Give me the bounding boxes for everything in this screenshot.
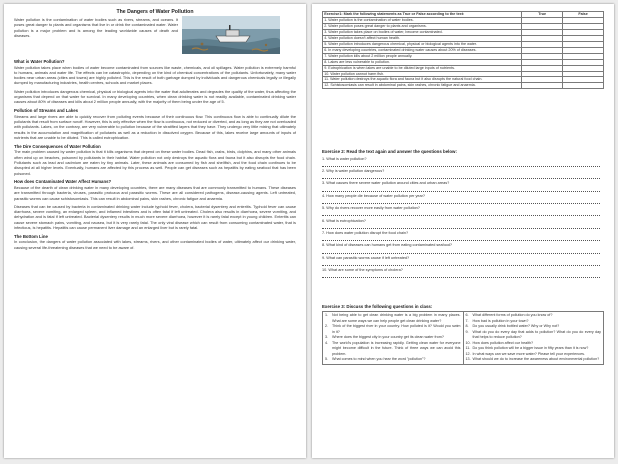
answer-line[interactable]	[322, 248, 600, 253]
page-title: The Dangers of Water Pollution	[116, 9, 194, 15]
true-false-table	[322, 11, 604, 89]
statement-cell: 9. Eutrophication is when lakes are unable to be diluted large inputs of nutrients.	[323, 65, 522, 71]
statement-cell: 5. Water pollution introduces dangerous chemical, physical or biological agents into the water.	[323, 41, 522, 47]
section-heading: What is Water Pollution?	[14, 59, 65, 64]
section-paragraph: In conclusion, the dangers of water pollution associated with lakes, streams, rivers, and other contaminated bodies of water, ultimately affect our drinking water, causing several life-threatening diseases that we need to be aware of.	[14, 239, 296, 250]
question: 9. What can parasitic worms cause if left untreated?	[322, 255, 410, 260]
polluted-water-photo	[182, 16, 280, 54]
item-number: 6.	[465, 313, 469, 317]
item-number: 12.	[465, 351, 471, 356]
discussion-item	[325, 324, 461, 335]
section-paragraph: Diseases that can be caused by bacteria in contaminated drinking water include typhoid fever, cholera, bacterial dysentery and enteritis. Typhoid fever can cause diarrhoea, severe vomiting, an enlarged spleen, and inflamed intestines and is often fatal if left untreated. Cholera also results in diarrhoea, severe vomiting, and dehydration and is fatal if left untreated. Bacterial dysentery results in much more severe diarrhoea, however it is rarely fatal except in young children. Enteritis can cause severe stomach pains, vomiting, and nausea, but it is very rarely fatal. The only viral disease which can result from consuming contaminated water, that is infectious, is hepatitis. Hepatitis can cause permanent liver damage and an enlarged liver but is rarely fatal.	[14, 203, 296, 230]
answer-line[interactable]	[322, 224, 600, 229]
item-number: 8.	[465, 324, 469, 328]
discussion-item	[325, 341, 461, 358]
section-paragraph: Because of the dearth of clean drinking water in many developing countries, there are many diseases that are commonly transmitted to humans. These diseases are transmitted through bacteria, viruses, parasitic protozoa and parasitic worms. These are all considered pathogens, disease-causing agents. Left untreated, parasitic worms can cause schistosomiasis. This can result in abdominal pains, skin rashes, chronic fatigue and anaemia.	[14, 184, 296, 201]
discussion-table	[322, 311, 604, 366]
answer-line[interactable]	[322, 273, 600, 278]
question: 5. Why do rivers recover more easily from water pollution?	[322, 206, 420, 211]
exercise3-block	[322, 304, 604, 365]
item-text: Where does the biggest city in your country get its clean water from?	[332, 335, 444, 339]
discussion-item	[466, 357, 602, 363]
discussion-item	[466, 330, 602, 341]
statement-cell: 2. Water pollution poses great danger to plants and organisms.	[323, 23, 522, 29]
answer-line[interactable]	[322, 186, 600, 191]
item-text: What comes to mind when you hear the word "pollution"?	[332, 357, 426, 361]
true-column-header: True	[522, 12, 563, 18]
statement-cell: 4. Water pollution doesn't affect human health.	[323, 35, 522, 41]
item-text: In what ways can we save more water? Please tell your experiences.	[472, 351, 586, 356]
answer-line[interactable]	[322, 199, 600, 204]
item-number: 2.	[325, 324, 329, 328]
question: 7. How does water pollution disrupt the food chain?	[322, 230, 409, 235]
answer-line[interactable]	[322, 236, 600, 241]
exercise2-block	[322, 149, 604, 278]
discussion-column-right	[463, 311, 604, 365]
table-row	[323, 311, 604, 365]
exercise2-heading: Exercise 2: Read the text again and answer the questions below:	[322, 149, 457, 154]
item-number: 9.	[465, 329, 469, 334]
item-number: 3.	[325, 335, 329, 339]
worksheet-page-reading	[4, 4, 306, 458]
intro-paragraph: Water pollution is the contamination of water bodies such as rivers, streams, and oceans. It poses great danger to plants and organisms that live in or drink the contaminated water. Water pollution is a major problem and is among the leading worldwide causes of death and diseases.	[14, 17, 178, 39]
item-text: Think of the biggest river in your country. How polluted is it? Would you swim in it?	[332, 324, 461, 334]
statement-cell: 11. Water pollution destroys the aquatic flora and fauna but it also disrupts the natural food chain.	[323, 77, 522, 83]
section-heading: The Dire Consequences of Water Pollution	[14, 143, 101, 149]
statement-cell: 10. Water pollution cannot harm fish.	[323, 71, 522, 77]
table-row	[323, 83, 604, 89]
item-number: 7.	[465, 318, 469, 323]
discussion-column-left	[323, 311, 464, 365]
exercise1-heading: Exercise1: Mark the following statements as True or False according to the text:	[323, 12, 522, 18]
question: 3. What causes there severe water pollution around cities and urban areas?	[322, 181, 450, 186]
section-heading: How does Contaminated Water Affect Humans?	[14, 179, 112, 185]
item-number: 5.	[325, 357, 329, 361]
true-answer-cell[interactable]	[522, 83, 563, 89]
section-heading: Pollution of Streams and Lakes	[14, 108, 78, 114]
article-body	[14, 59, 296, 253]
statement-cell: 3. Water pollution takes place on bodies of water, become contaminated.	[323, 29, 522, 35]
item-text: Not being able to get clean drinking water is a big problem in many places. What are some ways we can help people get clean drinking water?	[332, 313, 461, 323]
section-heading: The Bottom Line	[14, 233, 48, 239]
item-text: What do you do every day that adds to pollution? What do you do every day that helps to reduce pollution?	[472, 329, 601, 339]
item-text: What should we do to increase the awareness about environmental pollution?	[472, 357, 600, 361]
item-number: 10.	[465, 340, 471, 345]
section-paragraph: The main problem caused by water pollution is that it kills organisms that depend on these water bodies. Dead fish, crabs, birds, dolphins, and many other animals often wind up on beaches, poisoned by pollutants in their habitat. Water pollution not only destroys the aquatic flora and fauna but it also disrupts the food chain. Pollutants such as lead and cadmium are eaten by tiny animals. Later, these animals are consumed by fish and shellfish, and the food chain continues to be disrupted at all higher levels. Eventually, humans are affected by this process as well. People can get diseases such as hepatitis by eating seafood that has been poisoned.	[14, 149, 296, 176]
item-text: How does pollution affect our health?	[472, 340, 534, 345]
answer-line[interactable]	[322, 261, 600, 266]
answer-line[interactable]	[322, 174, 600, 179]
statement-cell: 12. Schistosomiasis can result in abdominal pains, skin rashes, chronic fatigue and anaemia.	[323, 83, 522, 89]
question: 2. Why is water pollution dangerous?	[322, 169, 385, 174]
section-paragraph: Water pollution takes place when bodies of water become contaminated from sources like waste, chemicals, and oil spillages. Water pollution is extremely harmful to humans, animals and water life. The effects can be catastrophic, depending on the kind of chemical concentrations of the pollutants. Unfortunately, many water bodies near urban areas (cities and towns) are highly polluted. This is the result of both garbage dumped by individuals and dangerous chemicals legally or illegally dumped by manufacturing industries, health centres, schools and market places.	[14, 64, 296, 86]
statement-cell: 8. Lakes are less vulnerable to pollution.	[323, 59, 522, 65]
item-number: 13.	[465, 357, 471, 361]
exercise3-heading: Exercise 3: Discuss the following questions in class:	[322, 304, 433, 309]
item-text: What different forms of pollution do you know of?	[472, 313, 553, 317]
statement-cell: 1. Water pollution is the contamination of water bodies.	[323, 17, 522, 23]
answer-line[interactable]	[322, 162, 600, 167]
question: 1. What is water pollution?	[322, 156, 367, 161]
item-text: Do you think pollution will be a bigger issue in fifty years than it is now?	[472, 346, 589, 350]
item-text: Do you usually drink bottled water? Why or Why not?	[472, 324, 560, 328]
false-answer-cell[interactable]	[563, 83, 604, 89]
section-paragraph: Water pollution introduces dangerous chemical, physical or biological agents into the water that adulterates and degrades the quality of the water, thus affecting the organisms that depend on that water for survival. In many developing countries, when clean drinking water is not readily available, contaminated drinking water causes about 80% of diseases and kills about 2 million people annually, with the majority of them being under the age of 5.	[14, 88, 296, 105]
item-text: The world's population is increasing rapidly. Getting clean water for everyone might become difficult in the future. Think of three ways we can avoid this problem.	[332, 340, 461, 356]
question: 4. How many people die because of water pollution per year?	[322, 193, 425, 198]
false-column-header: False	[563, 12, 604, 18]
question: 6. What is eutrophication?	[322, 218, 366, 223]
item-number: 1.	[325, 313, 329, 317]
statement-cell: 7. Water pollution kills about 2 million people annually.	[323, 53, 522, 59]
worksheet-page-exercises	[312, 4, 614, 458]
answer-line[interactable]	[322, 211, 600, 216]
discussion-item	[325, 357, 461, 363]
item-number: 11.	[465, 346, 471, 350]
discussion-item	[325, 313, 461, 324]
statement-cell: 6. In many developing countries, contaminated drinking water causes about 20% of diseases.	[323, 47, 522, 53]
question: 8. What kind of diseases can humans get from eating contaminated seafood?	[322, 243, 453, 248]
item-number: 4.	[325, 340, 329, 345]
item-text: How bad is pollution in your town?	[472, 318, 529, 323]
section-paragraph: Streams and large rivers are able to quickly recover from polluting events because of their continuous flow. This continuous flow is able to continually dilute the pollutants that result from surface runoff. However, this is only effective when the flow is continuous, not reduced or diverted, and as long as they are not overloaded with pollutants. Lakes, on the contrary, are very vulnerable to pollution because of the stratified layers that they have. They undergo very little mixing that ultimately results in the accumulation and magnification of pollutants as well as a reduction in dissolved oxygen. Because of this, lakes receive large amounts of inputs of nutrients that are unable to be diluted. This is called eutrophication.	[14, 113, 296, 140]
question: 10. What are some of the symptoms of cholera?	[322, 268, 403, 273]
